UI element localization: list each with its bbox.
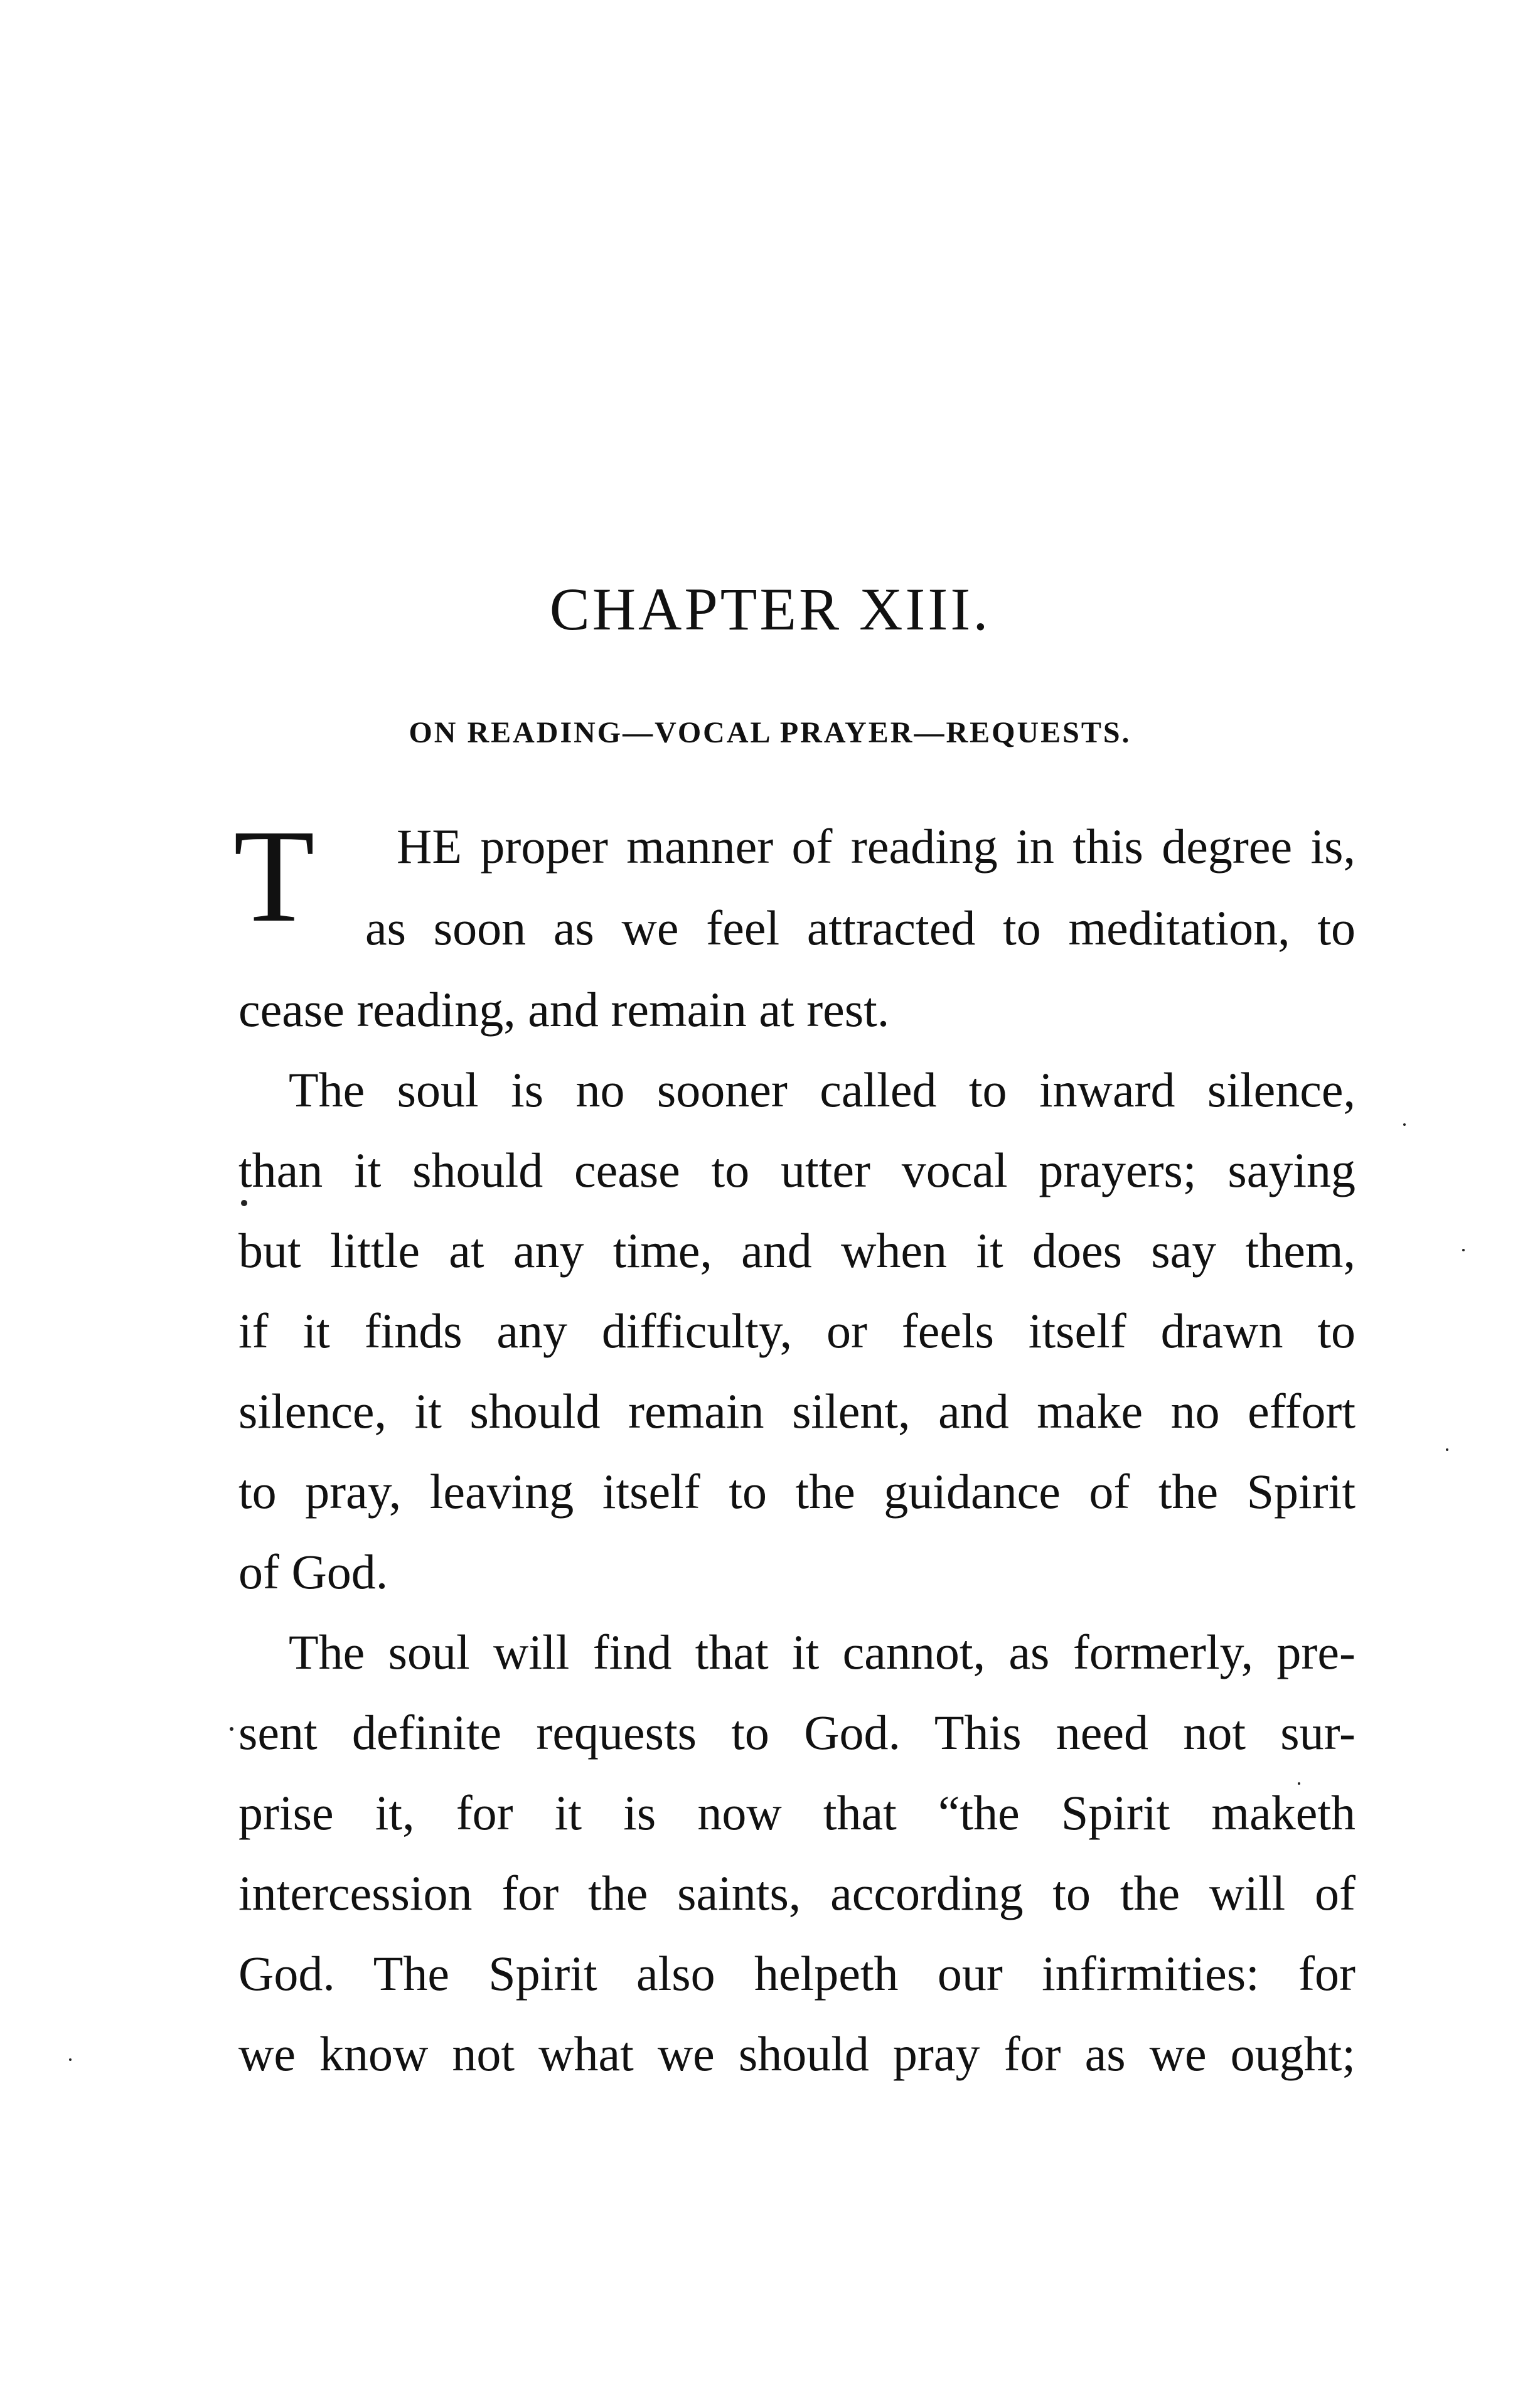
text-line: we know not what we should pray for as we ought; xyxy=(238,2026,1356,2081)
text-line: as soon as we feel attracted to meditation, to xyxy=(365,901,1356,955)
scan-speck xyxy=(1446,1448,1448,1451)
text-line: than it should cease to utter vocal prayers; saying xyxy=(238,1143,1356,1197)
text-line: The soul will find that it cannot, as formerly, pre- xyxy=(289,1625,1356,1679)
chapter-title: CHAPTER XIII. xyxy=(549,575,991,643)
text-line: cease reading, and remain at rest. xyxy=(238,982,890,1037)
scan-speck xyxy=(241,1200,247,1206)
text-line: sent definite requests to God. This need not sur- xyxy=(238,1705,1356,1760)
text-line: HE proper manner of reading in this degree is, xyxy=(397,819,1356,874)
text-line: to pray, leaving itself to the guidance of the Spirit xyxy=(238,1464,1356,1519)
chapter-subtitle: ON READING—VOCAL PRAYER—REQUESTS. xyxy=(409,716,1131,749)
scan-speck xyxy=(1462,1249,1465,1251)
text-line: if it finds any difficulty, or feels itself drawn to xyxy=(238,1303,1356,1358)
text-line: of God. xyxy=(238,1544,388,1599)
scan-speck xyxy=(1403,1123,1406,1126)
text-line: silence, it should remain silent, and make no effort xyxy=(238,1384,1356,1438)
drop-cap: T xyxy=(233,802,315,949)
text-line: intercession for the saints, according to the will of xyxy=(238,1866,1356,1920)
text-line: but little at any time, and when it does say them, xyxy=(238,1223,1356,1278)
text-line: The soul is no sooner called to inward silence, xyxy=(289,1062,1356,1117)
text-line: God. The Spirit also helpeth our infirmities: for xyxy=(238,1946,1356,2001)
scan-speck xyxy=(1298,1782,1300,1785)
scan-speck xyxy=(69,2058,72,2061)
text-line: prise it, for it is now that “the Spirit maketh xyxy=(238,1785,1356,1840)
scan-speck xyxy=(230,1727,233,1731)
